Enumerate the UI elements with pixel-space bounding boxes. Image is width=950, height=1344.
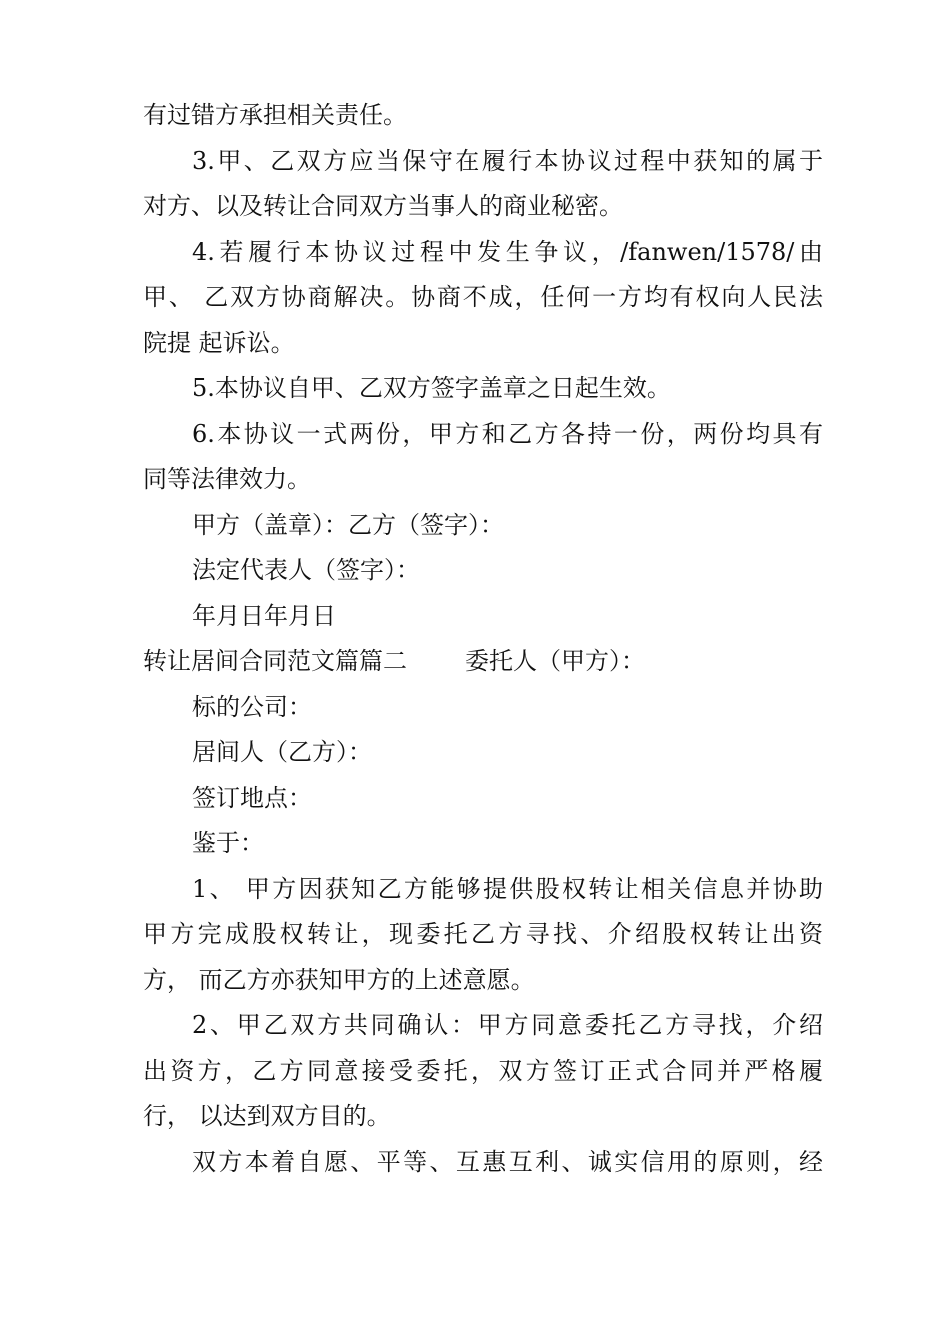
- field-line: 标的公司：: [192, 692, 312, 721]
- paragraph-line: 有过错方承担相关责任。: [143, 101, 407, 129]
- field-line: 鉴于：: [192, 829, 264, 857]
- signature-line: 甲方（盖章）：乙方（签字）：: [192, 510, 504, 539]
- paragraph-line: 3.甲、乙双方应当保守在履行本协议过程中获知的属于: [192, 146, 823, 175]
- paragraph-line: 2、甲乙双方共同确认：甲方同意委托乙方寻找，介绍: [192, 1011, 823, 1039]
- client-label: 委托人（甲方）：: [465, 647, 645, 675]
- field-line: 居间人（乙方）：: [192, 738, 372, 766]
- paragraph-line: 对方、以及转让合同双方当事人的商业秘密。: [143, 192, 623, 220]
- paragraph-line: 方， 而乙方亦获知甲方的上述意愿。: [143, 965, 535, 994]
- field-line: 签订地点：: [192, 783, 312, 812]
- date-line: 年月日年月日: [192, 601, 336, 630]
- document-body: [143, 93, 823, 1185]
- paragraph-line: 4.若履行本协议过程中发生争议，/fanwen/1578/由: [192, 237, 823, 266]
- paragraph-line: 院提 起诉讼。: [143, 328, 295, 357]
- paragraph-line: 双方本着自愿、平等、互惠互利、诚实信用的原则，经: [192, 1147, 823, 1176]
- paragraph-line: 1、 甲方因获知乙方能够提供股权转让相关信息并协助: [192, 874, 823, 903]
- section-heading: [143, 639, 823, 685]
- section-title: 转让居间合同范文篇篇二: [143, 647, 407, 675]
- paragraph-line: 甲方完成股权转让，现委托乙方寻找、介绍股权转让出资: [143, 920, 823, 948]
- paragraph-line: 同等法律效力。: [143, 465, 311, 493]
- paragraph-line: 6.本协议一式两份，甲方和乙方各持一份，两份均具有: [192, 419, 823, 448]
- signature-line: 法定代表人（签字）：: [192, 556, 420, 584]
- paragraph-line: 5.本协议自甲、乙双方签字盖章之日起生效。: [192, 374, 671, 402]
- paragraph-line: 行， 以达到双方目的。: [143, 1102, 391, 1130]
- paragraph-line: 出资方，乙方同意接受委托，双方签订正式合同并严格履: [143, 1056, 823, 1085]
- paragraph-line: 甲、 乙双方协商解决。协商不成，任何一方均有权向人民法: [143, 283, 823, 311]
